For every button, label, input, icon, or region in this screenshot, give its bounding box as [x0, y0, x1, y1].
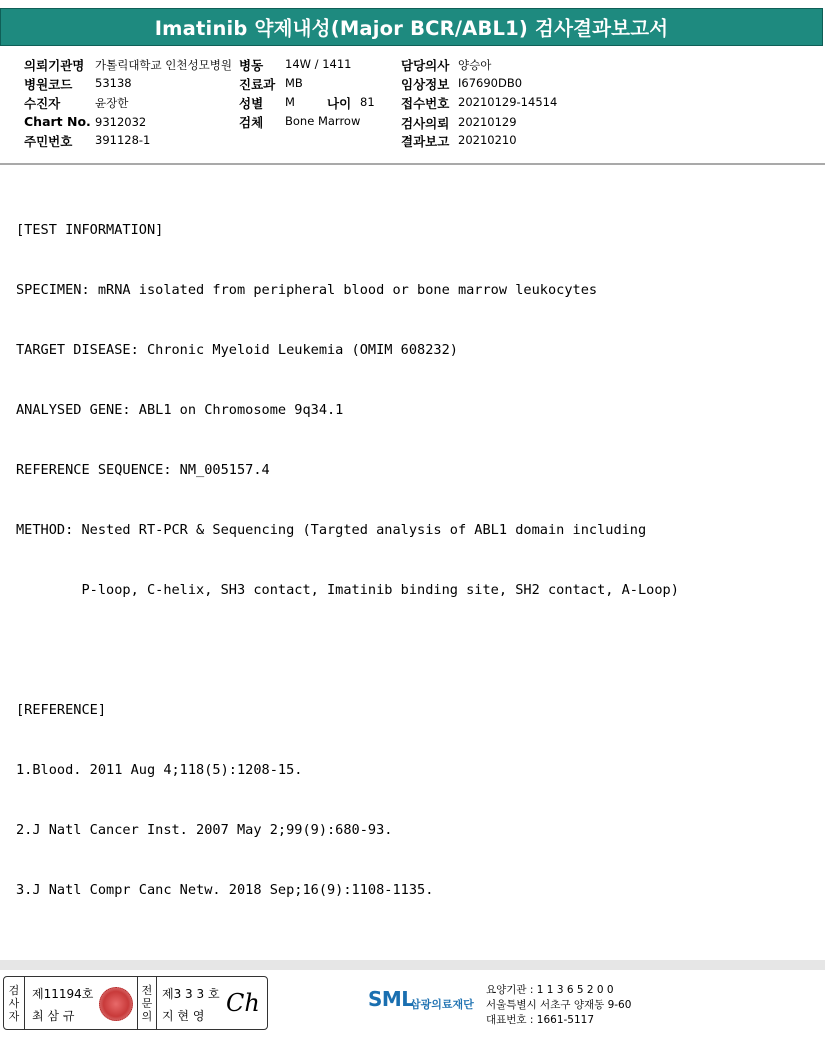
content-line: [REFERENCE] — [16, 702, 107, 718]
content-line: P-loop, C-helix, SH3 contact, Imatinib binding site, SH2 contact, A-Loop) — [16, 582, 679, 598]
ward-label: 병동 — [239, 58, 264, 73]
signature: Ch — [226, 989, 260, 1017]
specialist-license: 제3 3 3 호 — [162, 987, 220, 1001]
specialist-label-char: 문 — [141, 996, 153, 1010]
result-date-label: 결과보고 — [401, 134, 450, 149]
age-label: 나이 — [327, 96, 352, 111]
content-line: SPECIMEN: mRNA isolated from peripheral blood or bone marrow leukocytes — [16, 282, 598, 298]
clinical-info-value: I67690DB0 — [458, 76, 523, 90]
ward-value: 14W / 1411 — [285, 57, 352, 71]
examiner-name: 최 삼 규 — [32, 1009, 75, 1023]
institution-label: 의뢰기관명 — [24, 58, 85, 73]
receipt-value: 20210129-14514 — [458, 95, 558, 109]
specialist-label-char: 의 — [141, 1009, 153, 1023]
specialist-label-char: 전 — [141, 983, 153, 997]
department-value: MB — [285, 76, 303, 90]
footer-band — [0, 960, 825, 970]
resident-no-label: 주민번호 — [24, 134, 73, 149]
patient-label: 수진자 — [24, 96, 61, 111]
content-line — [16, 640, 816, 660]
specialist-name: 지 현 영 — [162, 1009, 205, 1023]
request-date-label: 검사의뢰 — [401, 116, 450, 131]
clinical-info-label: 임상정보 — [401, 77, 450, 92]
content-line: METHOD: Nested RT-PCR & Sequencing (Targted analysis of ABL1 domain including — [16, 522, 647, 538]
content-line: 1.Blood. 2011 Aug 4;118(5):1208-15. — [16, 762, 303, 778]
specimen-value: Bone Marrow — [285, 114, 361, 128]
age-value: 81 — [360, 95, 375, 109]
chart-no-label: Chart No. — [24, 114, 91, 129]
sml-logo — [368, 987, 474, 1011]
signature-box — [3, 976, 268, 1030]
examiner-label — [4, 977, 25, 1029]
examiner-label-char: 검 — [8, 983, 20, 997]
chart-no-value: 9312032 — [95, 115, 147, 129]
doctor-value: 양승아 — [458, 58, 492, 72]
content-line: REFERENCE SEQUENCE: NM_005157.4 — [16, 462, 270, 478]
hospital-code-value: 53138 — [95, 76, 132, 90]
content-line: [TEST INFORMATION] — [16, 222, 164, 238]
section-divider — [0, 163, 825, 165]
sex-label: 성별 — [239, 96, 264, 111]
org-name: 삼광의료재단 — [410, 998, 474, 1011]
content-line: TARGET DISEASE: Chronic Myeloid Leukemia (OMIM 608232) — [16, 342, 458, 358]
patient-info-section — [0, 48, 825, 160]
sml-logo-text: SML — [368, 987, 414, 1011]
request-date-value: 20210129 — [458, 115, 517, 129]
examiner-label-char: 자 — [8, 1009, 20, 1023]
report-title: Imatinib 약제내성(Major BCR/ABL1) 검사결과보고서 — [154, 17, 669, 40]
content-line: 3.J Natl Compr Canc Netw. 2018 Sep;16(9):1108-1135. — [16, 882, 434, 898]
department-label: 진료과 — [239, 77, 276, 92]
report-content — [16, 180, 816, 920]
result-date-value: 20210210 — [458, 133, 517, 147]
official-seal-icon — [99, 987, 133, 1021]
org-contact-info — [486, 983, 631, 1028]
org-code: 요양기관 : 1 1 3 6 5 2 0 0 — [486, 984, 614, 996]
receipt-label: 접수번호 — [401, 96, 450, 111]
content-line: ANALYSED GENE: ABL1 on Chromosome 9q34.1 — [16, 402, 344, 418]
specialist-label — [137, 977, 157, 1029]
specimen-label: 검체 — [239, 115, 264, 130]
sex-value: M — [285, 95, 295, 109]
patient-value: 윤장한 — [95, 96, 129, 110]
hospital-code-label: 병원코드 — [24, 77, 73, 92]
institution-value: 가톨릭대학교 인천성모병원 — [95, 58, 232, 72]
org-address: 서울특별시 서초구 양재동 9-60 — [486, 999, 632, 1011]
resident-no-value: 391128-1 — [95, 133, 151, 147]
examiner-label-char: 사 — [8, 996, 20, 1010]
report-title-bar — [0, 8, 823, 46]
content-line: 2.J Natl Cancer Inst. 2007 May 2;99(9):680-93. — [16, 822, 393, 838]
org-phone: 대표번호 : 1661-5117 — [486, 1014, 595, 1026]
doctor-label: 담당의사 — [401, 58, 450, 73]
examiner-license: 제11194호 — [32, 987, 94, 1001]
